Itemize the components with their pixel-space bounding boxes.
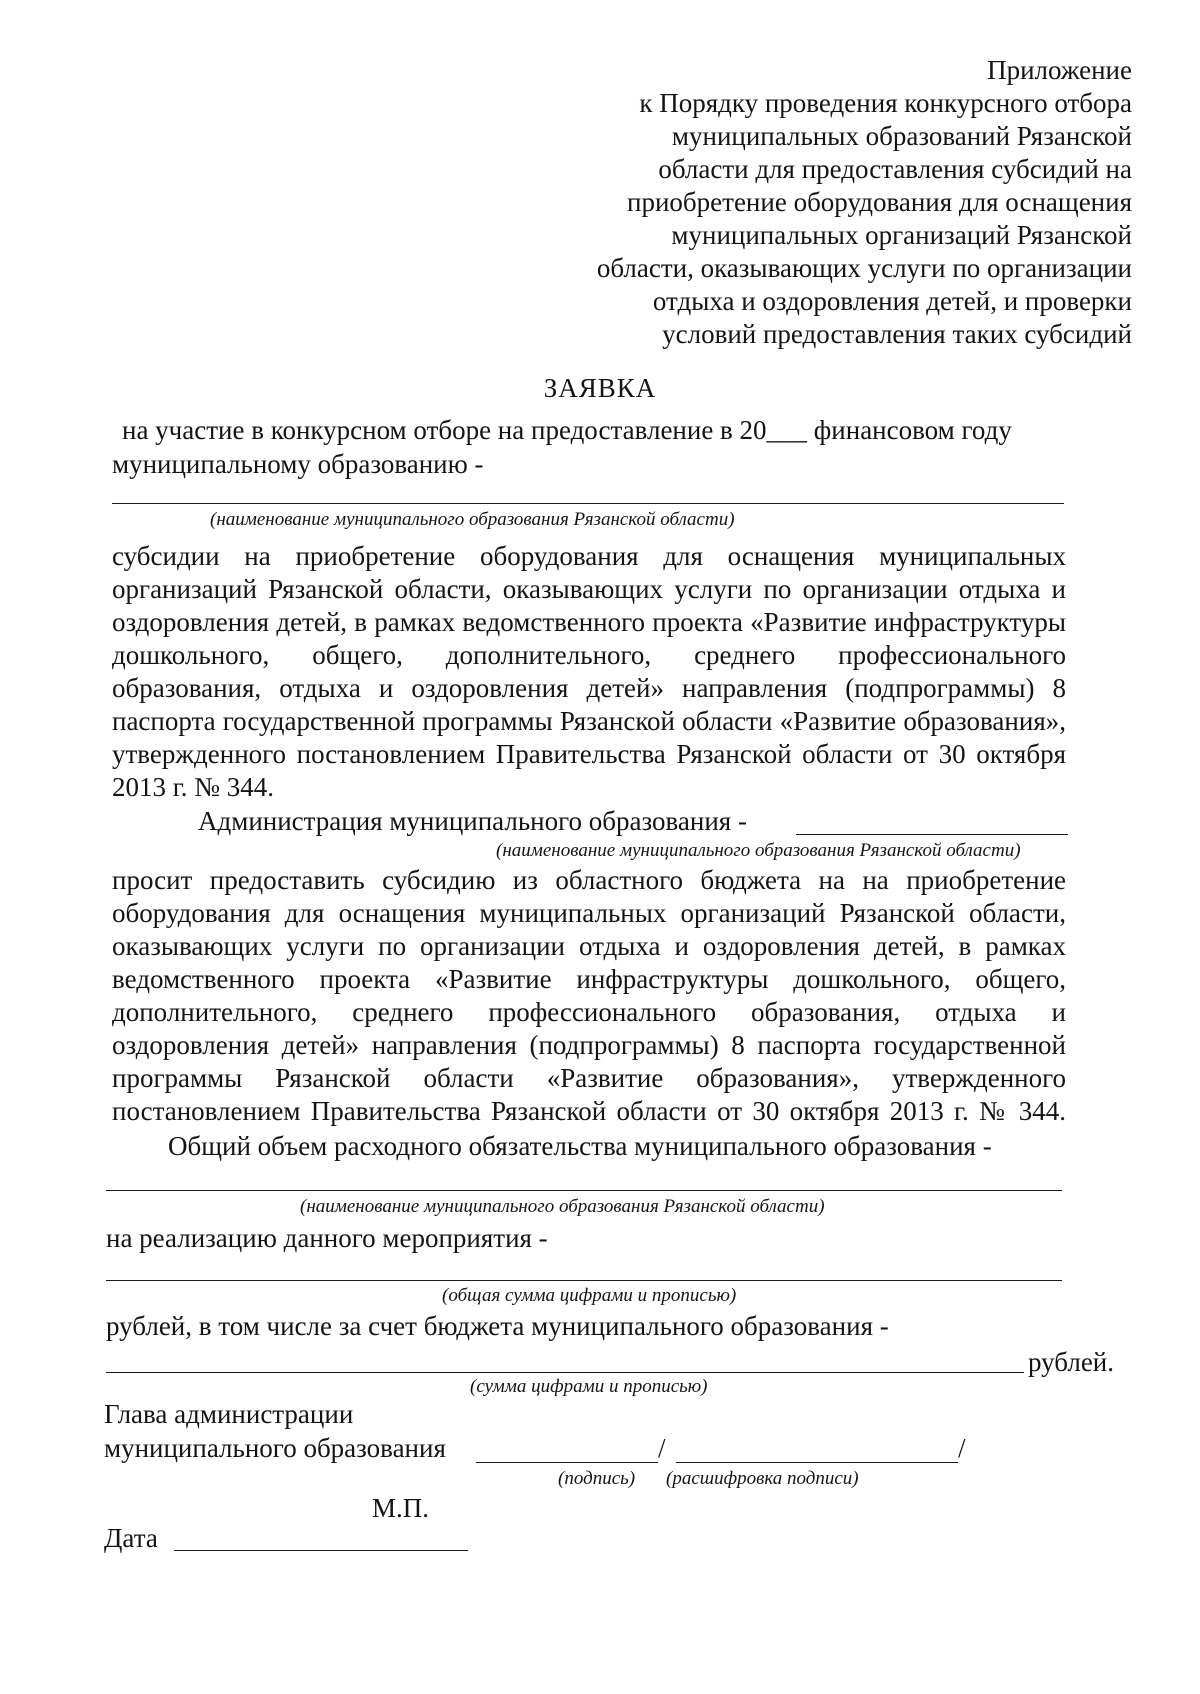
signature-caption: (подпись) xyxy=(558,1468,636,1489)
municipality-name-caption: (наименование муниципального образования Рязанской области) xyxy=(210,509,735,530)
paragraph-1-line: дошкольного, общего, дополнительного, среднего профессионального xyxy=(112,640,1066,670)
paragraph-1-line: утвержденного постановлением Правительства Рязанской области от 30 октября xyxy=(112,739,1066,769)
appendix-line: муниципальных образований Рязанской xyxy=(671,121,1132,151)
paragraph-2-line: оздоровления детей» направления (подпрограммы) 8 паспорта государственной xyxy=(112,1030,1066,1060)
signature-field[interactable] xyxy=(476,1462,658,1463)
paragraph-1-line: оздоровления детей, в рамках ведомственного проекта «Развитие инфраструктуры xyxy=(112,607,1066,637)
admin-label: Администрация муниципального образования - xyxy=(198,806,747,836)
paragraph-1-line: субсидии на приобретение оборудования для оснащения муниципальных xyxy=(112,541,1066,571)
admin-name-field[interactable] xyxy=(796,834,1068,835)
signature-title-line-2: муниципального образования xyxy=(104,1433,446,1463)
measure-label: на реализацию данного мероприятия - xyxy=(106,1223,548,1253)
intro-line-2: муниципальному образованию - xyxy=(112,449,484,479)
appendix-header xyxy=(597,54,1132,351)
paragraph-1-line: образования, отдыха и оздоровления детей» направления (подпрограммы) 8 xyxy=(112,673,1066,703)
paragraph-1 xyxy=(112,540,1066,771)
appendix-line: области, оказывающих услуги по организации xyxy=(596,253,1132,283)
total-sum-caption: (общая сумма цифрами и прописью) xyxy=(442,1285,737,1306)
paragraph-2-line: ведомственного проекта «Развитие инфраструктуры дошкольного, общего, xyxy=(112,964,1066,994)
total-sum-field[interactable] xyxy=(106,1280,1062,1281)
signature-decode-caption: (расшифровка подписи) xyxy=(666,1468,859,1489)
paragraph-2-line: оказывающих услуги по организации отдыха и оздоровления детей, в рамках xyxy=(112,931,1066,961)
appendix-line: приобретение оборудования для оснащения xyxy=(627,187,1132,217)
appendix-line: к Порядку проведения конкурсного отбора xyxy=(639,88,1132,118)
appendix-line: условий предоставления таких субсидий xyxy=(662,319,1132,349)
paragraph-1-line: организаций Рязанской области, оказывающих услуги по организации отдыха и xyxy=(112,574,1066,604)
budget-label: рублей, в том числе за счет бюджета муниципального образования - xyxy=(106,1311,889,1341)
total-municipality-field[interactable] xyxy=(106,1190,1062,1191)
municipality-name-field[interactable] xyxy=(112,503,1064,504)
rub-suffix: рублей. xyxy=(1028,1347,1115,1377)
paragraph-2-line: программы Рязанской области «Развитие образования», утвержденного xyxy=(112,1063,1066,1093)
signature-slash-end: / xyxy=(958,1433,966,1463)
date-field[interactable] xyxy=(174,1550,468,1551)
intro-line-1: на участие в конкурсном отборе на предоставление в 20___ финансовом году xyxy=(122,415,1012,445)
date-label: Дата xyxy=(104,1523,158,1553)
total-obligation-label: Общий объем расходного обязательства муниципального образования - xyxy=(168,1131,992,1161)
appendix-line: Приложение xyxy=(987,55,1132,85)
appendix-line: области для предоставления субсидий на xyxy=(658,154,1132,184)
admin-name-caption: (наименование муниципального образования Рязанской области) xyxy=(496,840,1021,861)
paragraph-2-line: дополнительного, среднего профессионального образования, отдыха и xyxy=(112,997,1066,1027)
paragraph-2 xyxy=(112,864,1066,1128)
appendix-line: муниципальных организаций Рязанской xyxy=(671,220,1132,250)
budget-sum-field[interactable] xyxy=(106,1372,1024,1373)
paragraph-2-line: постановлением Правительства Рязанской области от 30 октября 2013 г. № 344. xyxy=(112,1096,1066,1126)
signature-decode-field[interactable] xyxy=(676,1462,958,1463)
budget-sum-caption: (сумма цифрами и прописью) xyxy=(470,1376,708,1397)
paragraph-2-line: просит предоставить субсидию из областного бюджета на на приобретение xyxy=(112,865,1066,895)
total-municipality-caption: (наименование муниципального образования Рязанской области) xyxy=(300,1196,825,1217)
signature-slash: / xyxy=(658,1433,666,1463)
signature-title-line-1: Глава администрации xyxy=(104,1399,354,1429)
paragraph-2-line: оборудования для оснащения муниципальных организаций Рязанской области, xyxy=(112,898,1066,928)
stamp-placeholder: М.П. xyxy=(372,1493,430,1523)
appendix-line: отдыха и оздоровления детей, и проверки xyxy=(652,286,1132,316)
paragraph-1-line: паспорта государственной программы Рязанской области «Развитие образования», xyxy=(112,706,1066,736)
document-title: ЗАЯВКА xyxy=(543,373,657,403)
paragraph-1-last-line: 2013 г. № 344. xyxy=(112,772,275,802)
